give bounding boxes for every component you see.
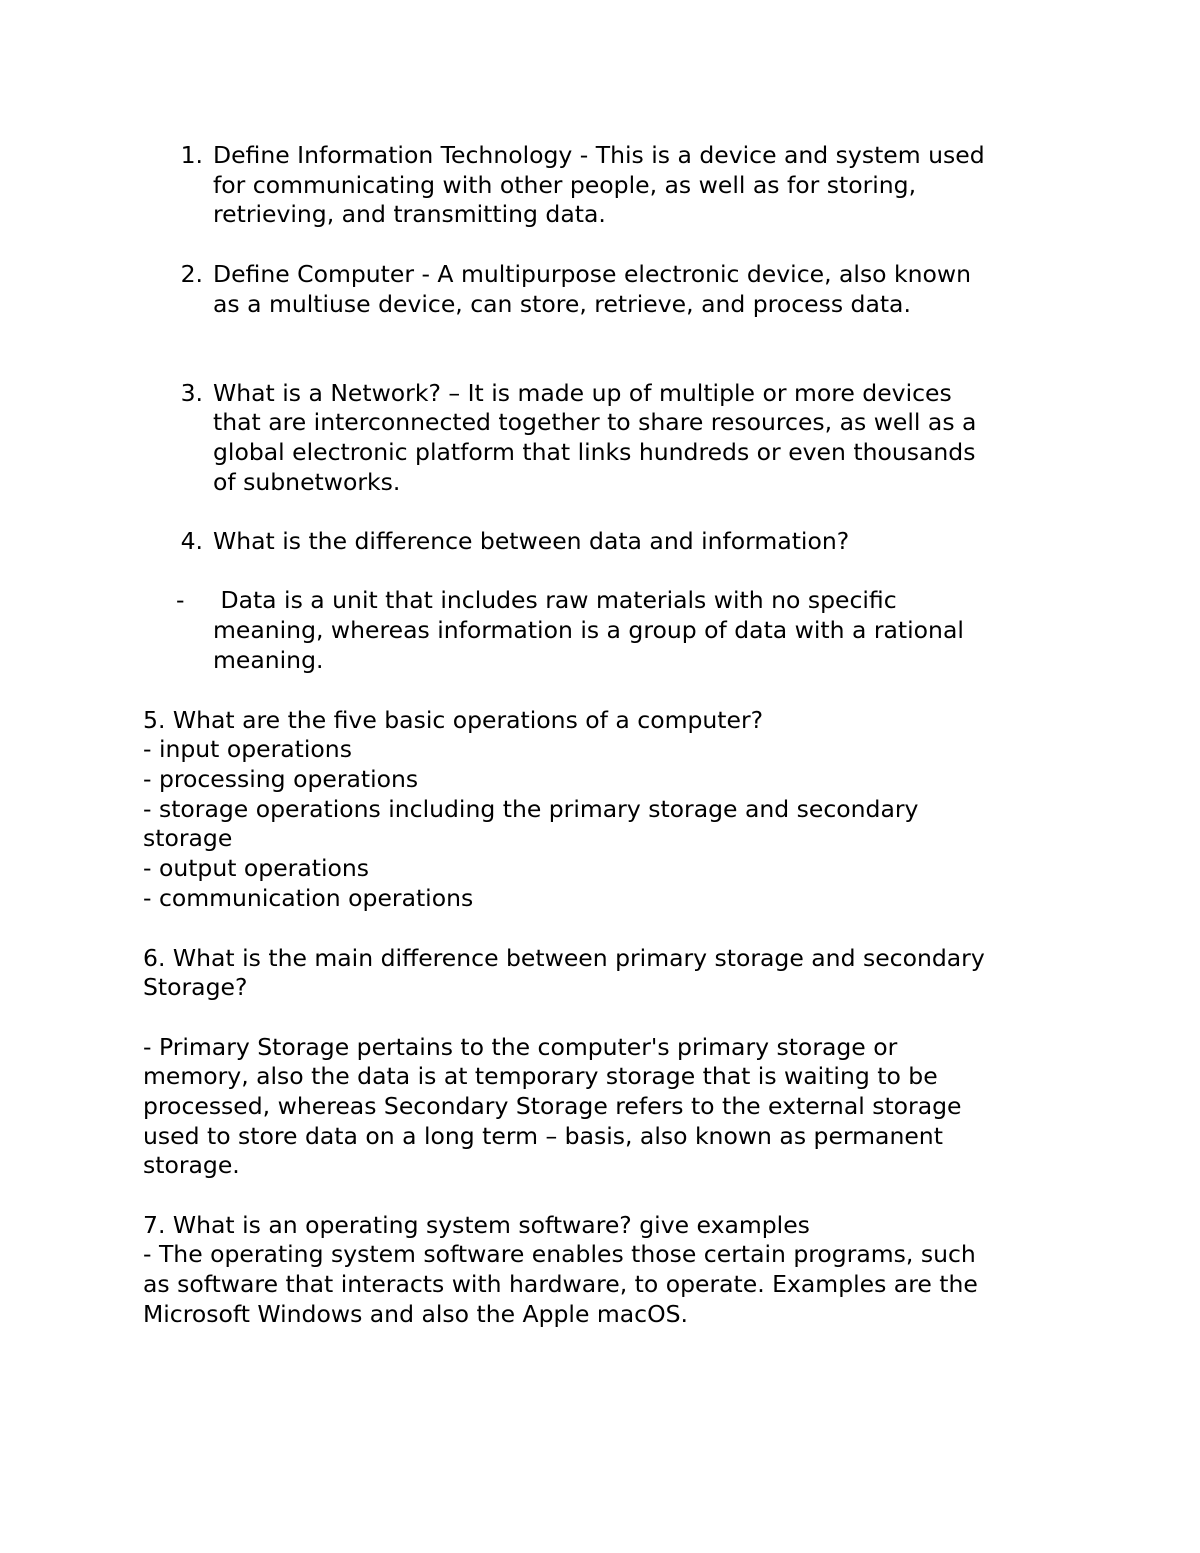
question-5-answer-item: - processing operations	[143, 765, 419, 793]
question-7-answer-line: as software that interacts with hardware, to operate. Examples are the	[143, 1270, 978, 1298]
question-2-line: as a multiuse device, can store, retrieve, and process data.	[213, 290, 911, 318]
question-3-line: What is a Network? – It is made up of multiple or more devices	[213, 379, 952, 407]
question-6-text: 6. What is the main difference between primary storage and secondary	[143, 944, 985, 972]
question-6-answer-line: storage.	[143, 1151, 240, 1179]
question-4-answer-line: meaning, whereas information is a group of data with a rational	[213, 616, 964, 644]
question-6-text: Storage?	[143, 973, 248, 1001]
question-2-number: 2.	[180, 260, 203, 288]
question-6-answer-line: processed, whereas Secondary Storage refers to the external storage	[143, 1092, 962, 1120]
question-5-answer-item: - communication operations	[143, 884, 474, 912]
question-4-answer-line: meaning.	[213, 646, 324, 674]
question-5-answer-item: - storage operations including the primary storage and secondary	[143, 795, 919, 823]
question-7-answer-line: - The operating system software enables those certain programs, such	[143, 1240, 976, 1268]
question-3-line: global electronic platform that links hundreds or even thousands	[213, 438, 976, 466]
question-3-number: 3.	[180, 379, 203, 407]
question-1-line: for communicating with other people, as well as for storing,	[213, 171, 917, 199]
question-2-line: Define Computer - A multipurpose electronic device, also known	[213, 260, 972, 288]
question-4-number: 4.	[180, 527, 203, 555]
question-4-text: What is the difference between data and information?	[213, 527, 850, 555]
question-3-line: that are interconnected together to share resources, as well as a	[213, 408, 977, 436]
question-5-text: 5. What are the five basic operations of a computer?	[143, 706, 764, 734]
question-1-line: retrieving, and transmitting data.	[213, 200, 606, 228]
question-6-answer-line: memory, also the data is at temporary storage that is waiting to be	[143, 1062, 938, 1090]
question-4-answer-bullet: -	[176, 586, 185, 614]
question-3-line: of subnetworks.	[213, 468, 401, 496]
question-5-answer-item: storage	[143, 824, 233, 852]
question-6-answer-line: - Primary Storage pertains to the computer's primary storage or	[143, 1033, 898, 1061]
question-7-text: 7. What is an operating system software? give examples	[143, 1211, 810, 1239]
question-1-line: Define Information Technology - This is a device and system used	[213, 141, 985, 169]
question-7-answer-line: Microsoft Windows and also the Apple macOS.	[143, 1300, 688, 1328]
question-4-answer-line: Data is a unit that includes raw materials with no specific	[213, 586, 897, 614]
question-5-answer-item: - input operations	[143, 735, 352, 763]
question-1-number: 1.	[180, 141, 203, 169]
question-5-answer-item: - output operations	[143, 854, 370, 882]
question-6-answer-line: used to store data on a long term – basis, also known as permanent	[143, 1122, 943, 1150]
